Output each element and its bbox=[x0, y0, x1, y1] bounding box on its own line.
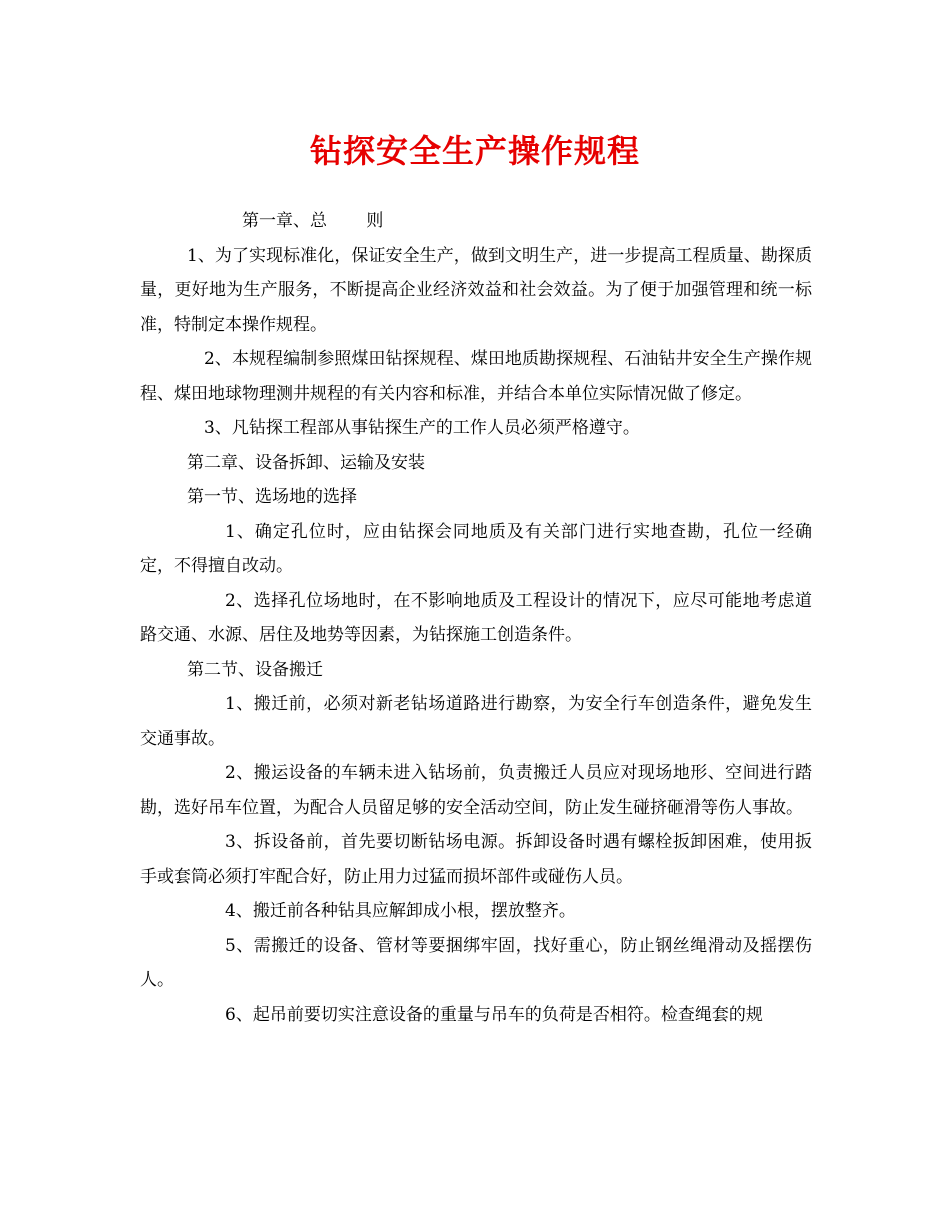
paragraph: 1、为了实现标准化，保证安全生产，做到文明生产，进一步提高工程质量、勘探质量，更好地为生产服务，不断提高企业经济效益和社会效益。为了便于加强管理和统一标准，特制定本操作规程。 bbox=[140, 245, 812, 335]
paragraph: 2、本规程编制参照煤田钻探规程、煤田地质勘探规程、石油钻井安全生产操作规程、煤田地球物理测井规程的有关内容和标准，并结合本单位实际情况做了修定。 bbox=[140, 349, 812, 404]
paragraph: 2、选择孔位场地时，在不影响地质及工程设计的情况下，应尽可能地考虑道路交通、水源、居住及地势等因素，为钻探施工创造条件。 bbox=[140, 590, 812, 645]
paragraph: 2、搬运设备的车辆未进入钻场前，负责搬迁人员应对现场地形、空间进行踏勘，选好吊车位置，为配合人员留足够的安全活动空间，防止发生碰挤砸滑等伤人事故。 bbox=[140, 763, 812, 818]
paragraph: 6、起吊前要切实注意设备的重量与吊车的负荷是否相符。检查绳套的规 bbox=[225, 1004, 763, 1025]
paragraph: 3、凡钻探工程部从事钻探生产的工作人员必须严格遵守。 bbox=[204, 418, 640, 438]
document-title: 钻探安全生产操作规程 bbox=[309, 132, 640, 170]
paragraph: 1、确定孔位时，应由钻探会同地质及有关部门进行实地查勘，孔位一经确定，不得擅自改动。 bbox=[140, 521, 812, 576]
chapter-heading: 第一章、总 则 bbox=[242, 211, 384, 231]
chapter-heading: 第二章、设备拆卸、运输及安装 bbox=[187, 452, 425, 473]
paragraph: 1、搬迁前，必须对新老钻场道路进行勘察，为安全行车创造条件，避免发生交通事故。 bbox=[140, 694, 812, 749]
paragraph: 4、搬迁前各种钻具应解卸成小根，摆放整齐。 bbox=[225, 901, 576, 921]
section-heading: 第二节、设备搬迁 bbox=[187, 659, 323, 680]
section-heading: 第一节、选场地的选择 bbox=[187, 487, 357, 507]
paragraph: 5、需搬迁的设备、管材等要捆绑牢固，找好重心，防止钢丝绳滑动及摇摆伤人。 bbox=[140, 935, 812, 990]
paragraph: 3、拆设备前，首先要切断钻场电源。拆卸设备时遇有螺栓扳卸困难，使用扳手或套筒必须打牢配合好，防止用力过猛而损坏部件或碰伤人员。 bbox=[140, 832, 812, 887]
document-body bbox=[140, 204, 812, 1032]
